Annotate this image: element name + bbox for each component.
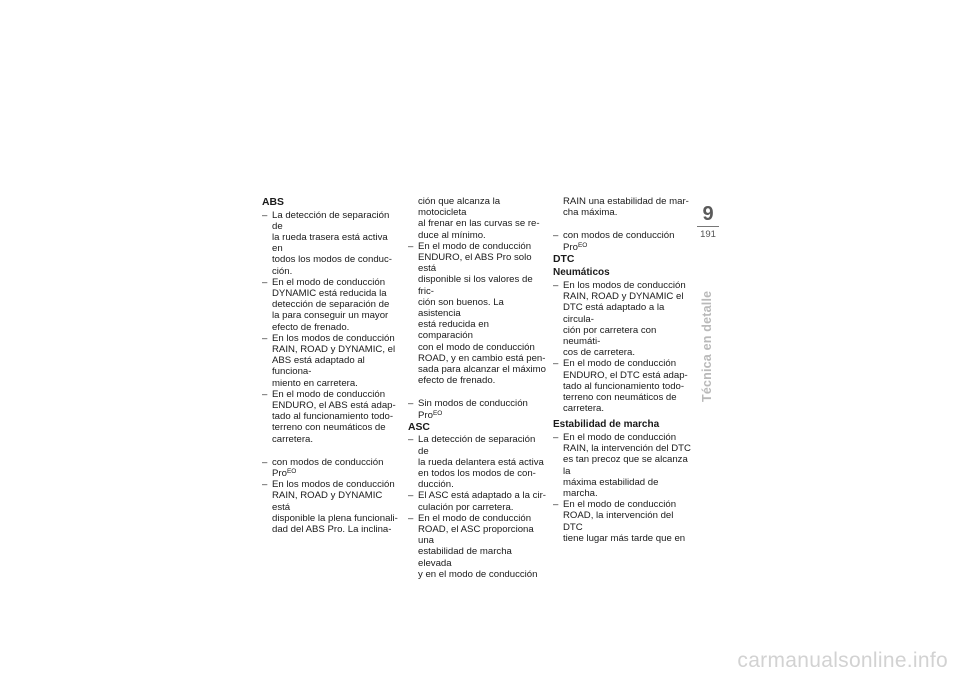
superscript-eo: EO: [432, 409, 443, 417]
watermark: carmanualsonline.info: [737, 649, 948, 672]
list-item-pro: – con modos de conducción Pro$^{EO}$: [553, 230, 691, 252]
text-column-1: [262, 196, 400, 535]
list-item: – En el modo de conducción ENDURO, el DTC está adap- tado al funcionamiento todo- terreno con neumáticos de carretera.: [553, 358, 691, 414]
chapter-number: 9: [702, 203, 714, 225]
list-item: – En los modos de conducción RAIN, ROAD y DYNAMIC está disponible la plena funcionali- dad del ABS Pro. La inclina-: [262, 479, 400, 535]
chapter-divider: [697, 226, 719, 227]
list-item: – En el modo de conducción RAIN, la intervención del DTC es tan precoz que se alcanza la máxima estabilidad de marcha.: [553, 432, 691, 499]
list-item-pro: – con modos de conducción Pro$^{EO}$: [262, 457, 400, 479]
subheading-neumaticos: Neumáticos: [553, 267, 610, 279]
list-item-continuation: RAIN una estabilidad de mar- cha máxima.: [563, 196, 689, 219]
list-item: – En el modo de conducción DYNAMIC está reducida la detección de separación de la para conseguir un mayor efecto de frenado.: [262, 277, 400, 333]
list-item: – La detección de separación de la rueda delantera está activa en todos los modos de con- ducción.: [408, 434, 546, 490]
list-item: – En el modo de conducción ENDURO, el ABS Pro solo está disponible si los valores de fric- ción son buenos. La asistencia está reducida en comparación con el modo de conducción ROAD, y en cambio está pen- sada para alcanzar el máximo efecto de frenado.: [408, 241, 546, 387]
heading-abs: ABS: [262, 197, 284, 208]
page-number: 191: [700, 229, 716, 240]
heading-dtc: DTC: [553, 253, 575, 265]
text-column-3: [553, 196, 691, 544]
superscript-eo: EO: [577, 241, 588, 249]
list-item: – En el modo de conducción ENDURO, el ABS está adap- tado al funcionamiento todo- terreno con neumáticos de carretera.: [262, 389, 400, 445]
list-item: – En los modos de conducción RAIN, ROAD y DYNAMIC el DTC está adaptado a la circula- ción por carretera con neumáti- cos de carretera.: [553, 280, 691, 358]
heading-asc: ASC: [408, 421, 430, 433]
text-column-2: [408, 196, 546, 580]
list-item-pro: – Sin modos de conducción Pro$^{EO}$: [408, 398, 546, 420]
list-item: – En el modo de conducción ROAD, la intervención del DTC tiene lugar más tarde que en: [553, 499, 691, 544]
list-item-continuation: ción que alcanza la motocicleta al frenar en las curvas se re- duce al mínimo.: [418, 196, 540, 241]
list-item: – El ASC está adaptado a la cir- culación por carretera.: [408, 490, 546, 512]
list-item: – En el modo de conducción ROAD, el ASC proporciona una estabilidad de marcha elevada y en el modo de conducción: [408, 513, 546, 580]
subheading-estabilidad: Estabilidad de marcha: [553, 419, 660, 431]
list-item: – En los modos de conducción RAIN, ROAD y DYNAMIC, el ABS está adaptado al funciona- miento en carretera.: [262, 333, 400, 389]
side-chapter-label: Técnica en detalle: [700, 290, 714, 402]
list-item: – La detección de separación de la rueda trasera está activa en todos los modos de conduc- ción.: [262, 210, 400, 277]
superscript-eo: EO: [286, 468, 297, 476]
